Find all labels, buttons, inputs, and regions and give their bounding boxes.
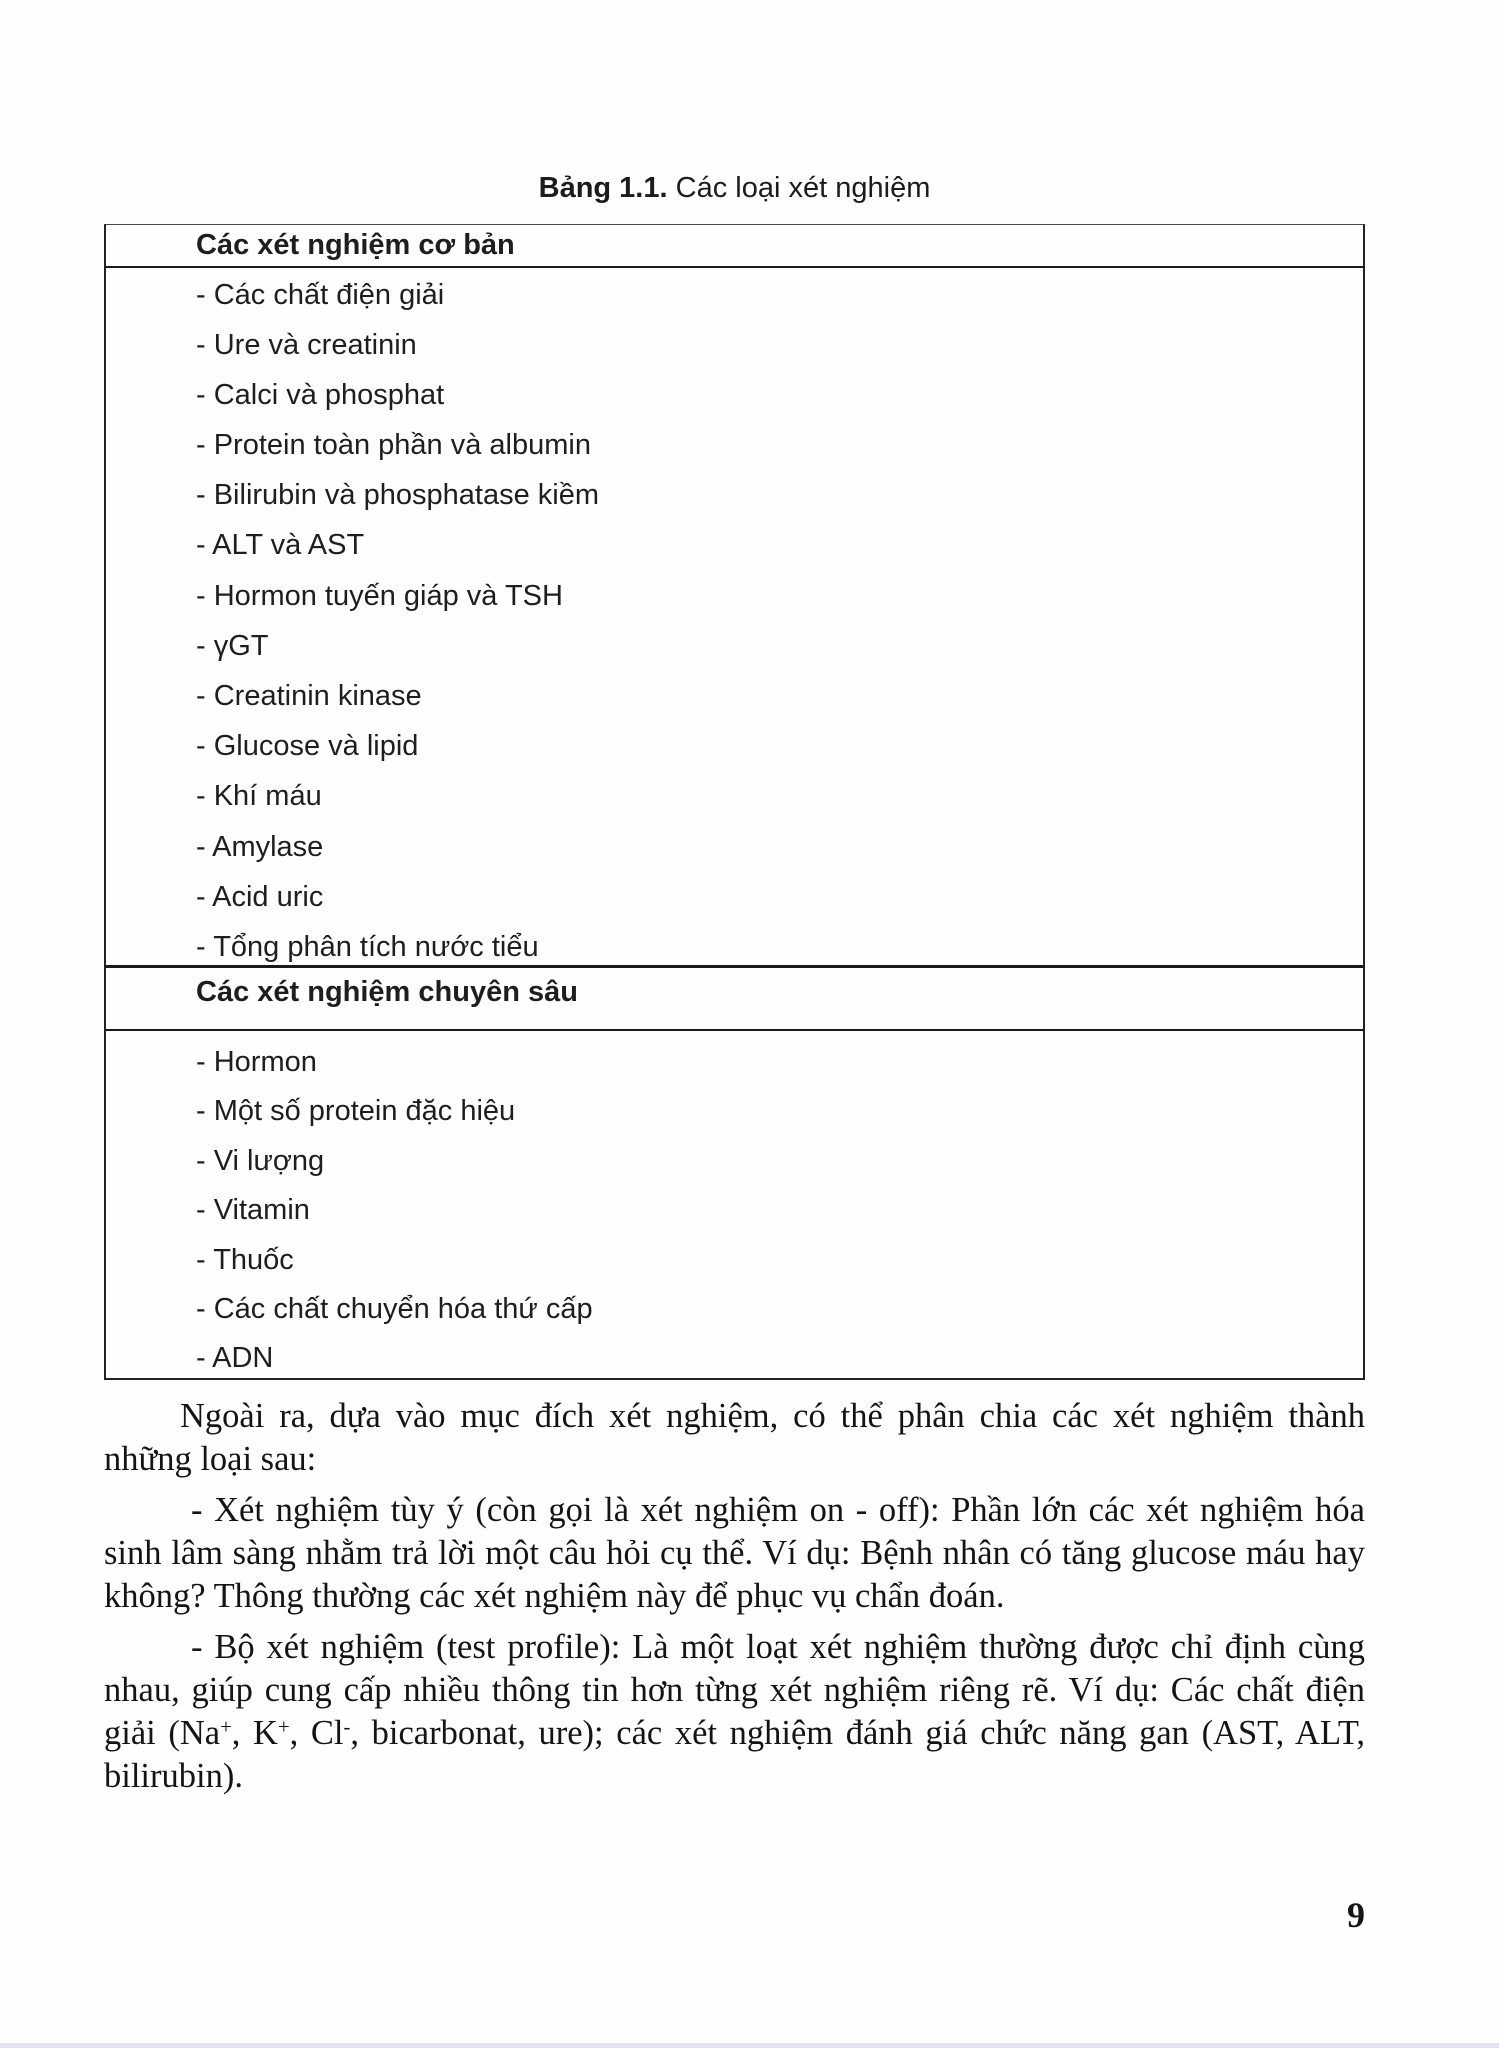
basic-test-item: - Tổng phân tích nước tiểu bbox=[196, 930, 539, 963]
section-heading-advanced: Các xét nghiệm chuyên sâu bbox=[106, 965, 1363, 1032]
table-caption bbox=[104, 168, 1365, 208]
advanced-test-list bbox=[106, 1031, 1363, 1378]
basic-test-item: - Khí máu bbox=[196, 780, 322, 813]
text-run: giải (Na bbox=[104, 1714, 221, 1752]
advanced-test-item: - Một số protein đặc hiệu bbox=[196, 1095, 516, 1128]
paragraph-line: bilirubin). bbox=[104, 1757, 243, 1795]
paragraph-line: - Xét nghiệm tùy ý (còn gọi là xét nghiệm on - off): Phần lớn các xét nghiệm hóa bbox=[191, 1491, 1365, 1529]
advanced-test-item: - Thuốc bbox=[196, 1243, 294, 1276]
paragraph-line: nhau, giúp cung cấp nhiều thông tin hơn từng xét nghiệm riêng rẽ. Ví dụ: Các chất điện bbox=[104, 1671, 1365, 1709]
text-run: , Cl bbox=[289, 1714, 344, 1752]
section-heading-basic: Các xét nghiệm cơ bản bbox=[106, 225, 1363, 268]
basic-test-item: - Calci và phosphat bbox=[196, 378, 445, 411]
basic-test-item: - Bilirubin và phosphatase kiềm bbox=[196, 479, 599, 512]
advanced-test-item: - Các chất chuyển hóa thứ cấp bbox=[196, 1292, 593, 1325]
text-run: , K bbox=[231, 1714, 278, 1752]
paragraph-line: những loại sau: bbox=[104, 1440, 317, 1478]
paragraph-intro bbox=[104, 1395, 1365, 1481]
basic-test-item: - Creatinin kinase bbox=[196, 680, 422, 712]
paragraph-line: không? Thông thường các xét nghiệm này để phục vụ chẩn đoán. bbox=[104, 1577, 1005, 1615]
superscript-charge: + bbox=[220, 1716, 232, 1739]
basic-test-item: - γGT bbox=[196, 629, 269, 662]
superscript-charge: + bbox=[277, 1716, 290, 1739]
paragraph-line bbox=[104, 1712, 1365, 1755]
scan-edge bbox=[0, 2043, 1499, 2048]
basic-test-item: - Hormon tuyến giáp và TSH bbox=[196, 579, 563, 612]
basic-test-item: - Acid uric bbox=[196, 880, 324, 913]
page-number: 9 bbox=[1347, 1895, 1365, 1935]
superscript-charge: - bbox=[343, 1716, 351, 1739]
basic-test-item: - Protein toàn phần và albumin bbox=[196, 429, 591, 462]
basic-test-item: - Các chất điện giải bbox=[196, 278, 445, 311]
test-types-table bbox=[104, 224, 1365, 1380]
basic-test-item: - Amylase bbox=[196, 830, 324, 863]
paragraph-line: sinh lâm sàng nhằm trả lời một câu hỏi cụ thể. Ví dụ: Bệnh nhân có tăng glucose máu hay bbox=[104, 1534, 1365, 1572]
advanced-test-item: - ADN bbox=[196, 1342, 274, 1375]
advanced-test-item: - Vi lượng bbox=[196, 1144, 325, 1177]
paragraph-line: - Bộ xét nghiệm (test profile): Là một loạt xét nghiệm thường được chỉ định cùng bbox=[191, 1628, 1365, 1666]
caption-title: Các loại xét nghiệm bbox=[675, 172, 931, 204]
basic-test-item: - ALT và AST bbox=[196, 529, 365, 562]
advanced-test-item: - Hormon bbox=[196, 1046, 317, 1078]
basic-test-list bbox=[106, 268, 1363, 965]
basic-test-item: - Ure và creatinin bbox=[196, 328, 417, 361]
caption-label: Bảng 1.1. bbox=[538, 172, 668, 204]
paragraph-test-profile bbox=[104, 1626, 1365, 1798]
body-text bbox=[104, 1395, 1365, 1798]
text-run: , bicarbonat, ure); các xét nghiệm đánh giá chức năng gan (AST, ALT, bbox=[350, 1714, 1365, 1752]
advanced-test-item: - Vitamin bbox=[196, 1194, 310, 1227]
basic-test-item: - Glucose và lipid bbox=[196, 730, 419, 763]
paragraph-line: Ngoài ra, dựa vào mục đích xét nghiệm, có thể phân chia các xét nghiệm thành bbox=[180, 1397, 1365, 1435]
paragraph-on-off-test bbox=[104, 1489, 1365, 1618]
